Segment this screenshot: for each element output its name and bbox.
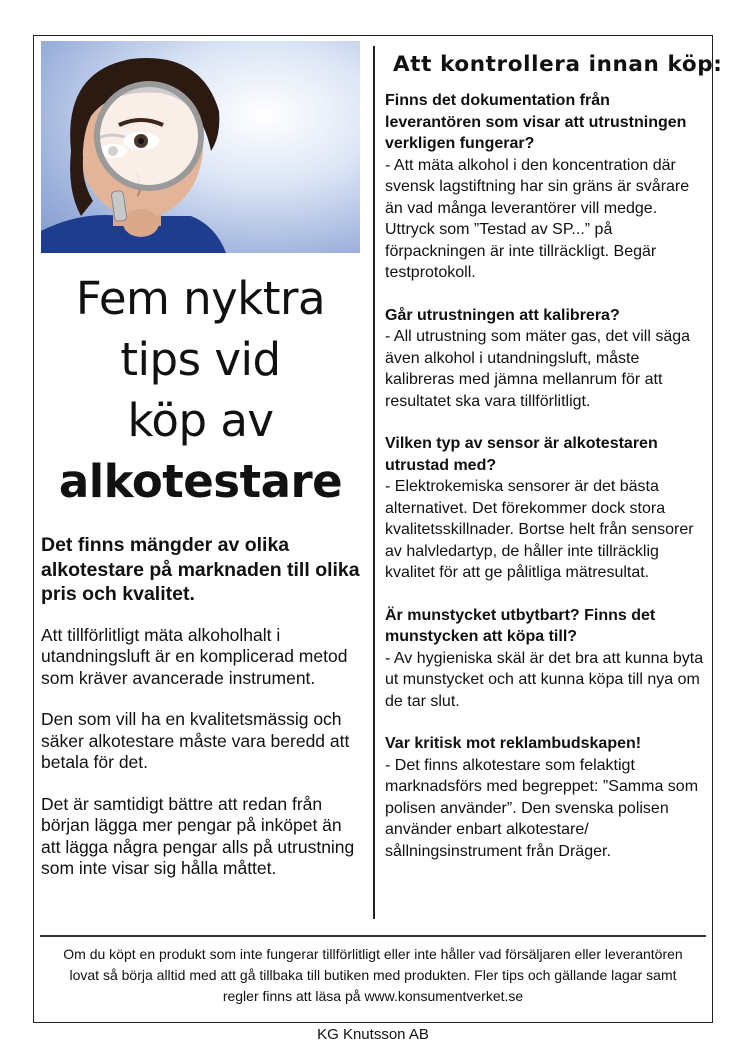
- checklist-column: [385, 52, 723, 883]
- checklist-item: [385, 433, 707, 584]
- headline-line-4: alkotestare: [58, 455, 343, 508]
- magnifying-glass-photo: [41, 41, 360, 253]
- checklist-question: Går utrustningen att kalibrera?: [385, 306, 620, 324]
- person-with-magnifier-illustration: [41, 41, 360, 253]
- intro-paragraph: Att tillförlitligt mäta alkoholhalt i utandningsluft är en komplicerad metod som kräver avancerade instrument.: [41, 624, 348, 688]
- column-divider: [373, 46, 375, 919]
- checklist-question: Vilken typ av sensor är alkotestaren utrustad med?: [385, 435, 658, 474]
- footer-rule: [40, 935, 706, 937]
- publisher-credit: KG Knutsson AB: [317, 1026, 429, 1043]
- checklist-answer: - Det finns alkotestare som felaktigt marknadsförs med begreppet: ”Samma som polisen använder”. Den svenska polisen använder enbart alkotestare/ sållningsinstrument från Dräger.: [385, 756, 699, 860]
- headline-line-3: köp av: [127, 394, 274, 447]
- checklist-answer: - Av hygieniska skäl är det bra att kunna byta ut munstycket och att kunna köpa till nya om de tar slut.: [385, 649, 704, 710]
- footer-note: Om du köpt en produkt som inte fungerar tillförlitligt eller inte håller vad försäljaren eller leverantören lovat så börja alltid med att gå tillbaka till butiken med produkten. Fler tips och gällande lagar samt regler finns att läsa på www.konsumentverket.se: [63, 946, 683, 1004]
- intro-lead: Det finns mängder av olika alkotestare på marknaden till olika pris och kvalitet.: [41, 534, 360, 605]
- checklist-heading: Att kontrollera innan köp:: [393, 52, 723, 77]
- headline: [41, 268, 360, 512]
- intro-column: [41, 533, 361, 900]
- intro-paragraph: Den som vill ha en kvalitetsmässig och säker alkotestare måste vara beredd att betala för det.: [41, 709, 350, 772]
- checklist-answer: - Elektrokemiska sensorer är det bästa alternativet. Det förekommer dock stora kvalitetsskillnader. Bortse helt från sensorer av halvledartyp, de håller inte tillräcklig kvalitet för att ge pålitliga mätresultat.: [385, 478, 694, 581]
- headline-line-1: Fem nyktra: [75, 272, 326, 325]
- checklist-answer: - All utrustning som mäter gas, det vill säga även alkohol i utandningsluft, måste kalibreras med jämna mellanrum för att resultatet ska vara tillförlitligt.: [385, 328, 691, 410]
- checklist-question: Är munstycket utbytbart? Finns det munstycken att köpa till?: [385, 606, 656, 645]
- headline-line-2: tips vid: [120, 333, 281, 386]
- checklist-item: [385, 305, 707, 413]
- checklist-question: Var kritisk mot reklambudskapen!: [385, 735, 642, 752]
- checklist-item: [385, 605, 707, 713]
- checklist-question: Finns det dokumentation från leverantören som visar att utrustningen verkligen fungerar?: [385, 92, 687, 152]
- checklist-item: [385, 90, 707, 284]
- intro-paragraph: Det är samtidigt bättre att redan från början lägga mer pengar på inköpet än att lägga några pengar alls på utrustning som inte visar sig hålla måttet.: [41, 793, 355, 878]
- checklist-item: [385, 733, 707, 862]
- checklist-answer: - Att mäta alkohol i den koncentration där svensk lagstiftning har sin gräns är svårare än vad många leverantörer vill medge. Uttryck som ”Testad av SP...” på förpackningen är inte tillräckligt. Begär testprotokoll.: [385, 156, 690, 281]
